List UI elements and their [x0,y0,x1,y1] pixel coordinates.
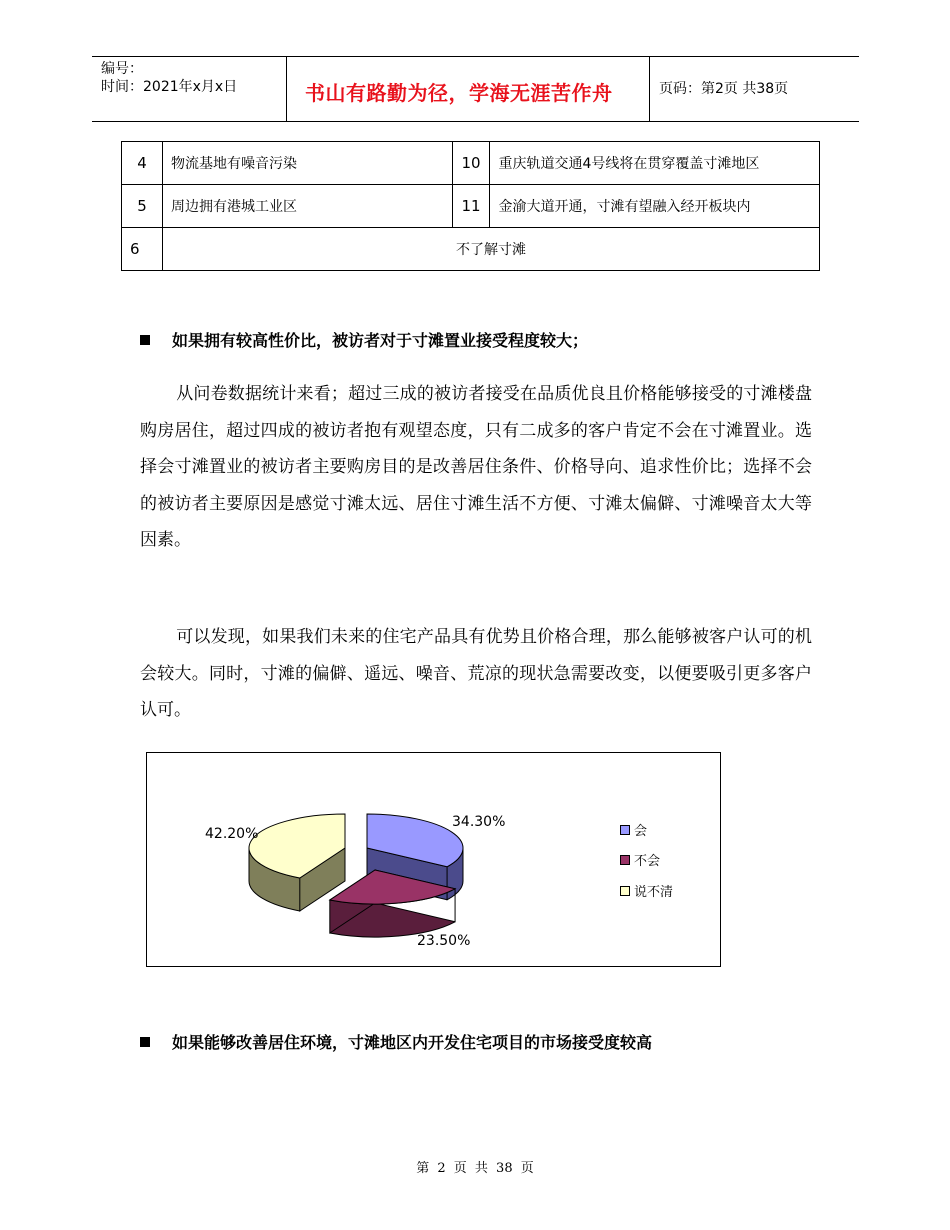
legend-item [620,881,673,900]
legend-item [620,850,660,869]
section-heading [140,1030,652,1053]
pie-slice-shuobuqing [249,814,345,911]
data-label-buhui: 23.50% [417,933,471,949]
data-label-hui: 34.30% [452,814,506,830]
legend-label: 说不清 [634,885,674,900]
table-cell: 重庆轨道交通4号线将在贯穿覆盖寸滩地区 [490,142,820,185]
header-bottom-rule [92,121,859,122]
header-divider-right [649,56,650,122]
table-row [122,185,820,228]
paragraph-text: 可以发现，如果我们未来的住宅产品具有优势且价格合理，那么能够被客户认可的机会较大。同时，寸滩的偏僻、遥远、噪音、荒凉的现状急需要改变，以便要吸引更多客户认可。 [140,627,812,720]
paragraph [140,619,812,729]
section-heading [140,328,588,351]
paragraph-text: 从问卷数据统计来看；超过三成的被访者接受在品质优良且价格能够接受的寸滩楼盘购房居住，超过四成的被访者抱有观望态度，只有二成多的客户肯定不会在寸滩置业。选择会寸滩置业的被访者主要购房目的是改善居住条件、价格导向、追求性价比；选择不会的被访者主要原因是感觉寸滩太远、居住寸滩生活不方便、寸滩太偏僻、寸滩噪音太大等因素。 [140,384,812,550]
paragraph [140,376,812,559]
document-number-label: 编号： [101,61,143,77]
legend-swatch [620,825,630,835]
table-cell: 物流基地有噪音污染 [162,142,452,185]
section-heading-text: 如果能够改善居住环境，寸滩地区内开发住宅项目的市场接受度较高 [172,1033,653,1052]
page-footer: 第 2 页 共 38 页 [416,1161,534,1176]
square-bullet-icon [140,335,150,345]
data-label-shuobuqing: 42.20% [205,826,259,842]
row-number: 10 [452,142,490,185]
section-heading-text: 如果拥有较高性价比，被访者对于寸滩置业接受程度较大； [172,331,589,350]
table-cell: 金渝大道开通，寸滩有望融入经开板块内 [490,185,820,228]
document-time-label: 时间：2021年x月x日 [101,79,238,95]
row-number: 5 [122,185,163,228]
table-cell: 不了解寸滩 [162,228,819,271]
row-number: 4 [122,142,163,185]
header-motto: 书山有路勤为径，学海无涯苦作舟 [305,81,613,105]
table-row [122,142,820,185]
legend-swatch [620,886,630,896]
legend-item [620,820,647,839]
header-top-rule [92,56,859,57]
square-bullet-icon [140,1037,150,1047]
pie-chart [146,752,721,967]
table-row [122,228,820,271]
legend-swatch [620,855,630,865]
header-page-info: 页码：第2页 共38页 [659,81,789,97]
header-divider-left [286,56,287,122]
legend-label: 会 [634,824,648,839]
row-number: 11 [452,185,490,228]
factors-table [121,141,820,271]
table-cell: 周边拥有港城工业区 [162,185,452,228]
legend-label: 不会 [634,854,661,869]
row-number: 6 [122,228,163,271]
